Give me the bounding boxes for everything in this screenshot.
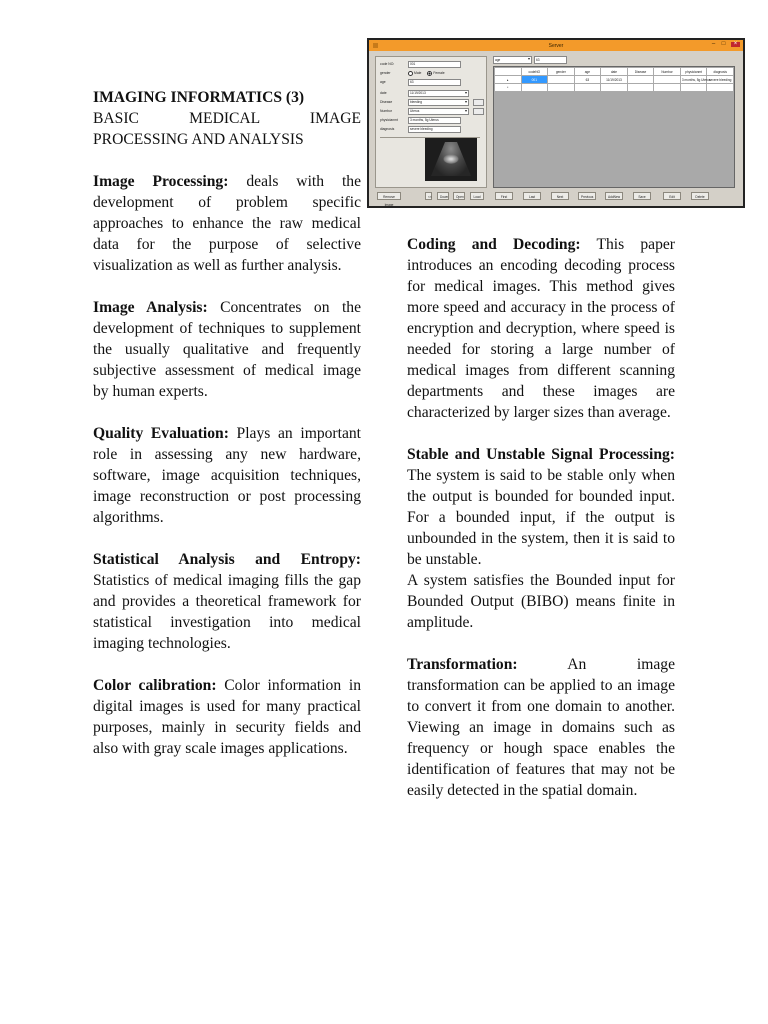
gender-label: gender — [380, 71, 391, 75]
section-heading: Transformation: — [407, 656, 518, 673]
empty-cell[interactable] — [521, 84, 548, 92]
disease-add-button[interactable] — [473, 99, 484, 106]
button-first[interactable]: First — [495, 192, 513, 200]
section-body: Plays an important role in assessing any new hardware, software, image acquisition techniques, image reconstruction or post processing algorithms. — [93, 425, 361, 526]
section-heading: Stable and Unstable Signal Processing: — [407, 446, 675, 463]
cell-diagnosis[interactable]: severe bleeding — [707, 76, 734, 84]
cell-numbor[interactable] — [654, 76, 681, 84]
action-button-bar — [373, 189, 743, 207]
ultrasound-image — [425, 138, 477, 181]
section-body: deals with the development of problem specific approaches to enhance the raw medical data for the purpose of selective visualization as well as further analysis. — [93, 173, 361, 274]
button-delete[interactable]: Delete — [691, 192, 709, 200]
empty-cell[interactable] — [548, 84, 575, 92]
table-row[interactable] — [495, 76, 734, 84]
paragraph-quality-evaluation — [93, 423, 361, 528]
paragraph-statistical-analysis-and-entropy — [93, 549, 361, 654]
close-icon[interactable]: × — [731, 42, 740, 47]
physicianmt-input[interactable]: 3 months, 5g Uterus — [408, 117, 461, 124]
form-row-physicianmt — [380, 117, 461, 123]
age-input[interactable]: 63 — [408, 79, 461, 86]
cell-date[interactable]: 11/19/2013 — [601, 76, 628, 84]
gender-female-label: Female — [433, 71, 445, 75]
cell-codeno[interactable]: 001 — [521, 76, 548, 84]
grid-corner — [495, 68, 522, 76]
app-titlebar — [369, 40, 743, 51]
numbor-label: Numbor — [380, 109, 393, 113]
grid-body — [495, 76, 734, 92]
disease-select[interactable]: bleeding ▾ — [408, 99, 469, 106]
grid-header-row — [495, 68, 734, 76]
empty-cell[interactable] — [574, 84, 601, 92]
diagnosis-label: diagnosis — [380, 127, 395, 131]
maximize-icon[interactable]: □ — [721, 41, 726, 47]
section-body: An image transformation can be applied to an image to convert it from one domain to another. Viewing an image in domains such as frequency or hough space enables the identification of features that may not be easily detected in the spatial domain. — [407, 656, 675, 799]
left-sections — [93, 171, 361, 759]
section-body: The system is said to be stable only when the output is bounded for bounded input. For a bounded input, if the output is unbounded in the system, then it is said to be unstable. — [407, 467, 675, 568]
section-heading: Coding and Decoding: — [407, 236, 581, 253]
section-heading: Quality Evaluation: — [93, 425, 229, 442]
empty-cell[interactable] — [707, 84, 734, 92]
button-back[interactable]: << — [425, 192, 432, 200]
empty-cell[interactable] — [654, 84, 681, 92]
cell-age[interactable]: 63 — [574, 76, 601, 84]
page-subtitle: BASIC MEDICAL IMAGE PROCESSING AND ANALYSIS — [93, 110, 361, 148]
button-load[interactable]: Load — [470, 192, 484, 200]
paragraph-coding-and-decoding — [407, 234, 675, 423]
section-heading: Color calibration: — [93, 677, 217, 694]
table-new-row[interactable] — [495, 84, 734, 92]
records-table — [494, 67, 734, 92]
button-previous[interactable]: Previous — [578, 192, 596, 200]
cell-gender[interactable] — [548, 76, 575, 84]
section-heading: Statistical Analysis and Entropy: — [93, 551, 361, 568]
physicianmt-label: physicianmt — [380, 118, 398, 122]
right-column — [407, 234, 675, 822]
app-window-title: Server — [548, 42, 564, 49]
search-input[interactable]: 63 — [534, 56, 567, 64]
button-down[interactable]: Down — [437, 192, 449, 200]
right-sections — [407, 234, 675, 801]
app-icon — [373, 43, 378, 48]
page-title: IMAGING INFORMATICS (3) — [93, 89, 305, 106]
button-last[interactable]: Last — [523, 192, 541, 200]
button-next[interactable]: Next — [551, 192, 569, 200]
numbor-add-button[interactable] — [473, 108, 484, 115]
button-open[interactable]: Open — [453, 192, 465, 200]
empty-cell[interactable] — [601, 84, 628, 92]
section-heading: Image Processing: — [93, 173, 229, 190]
cell-disease[interactable] — [627, 76, 654, 84]
numbor-select[interactable]: Uterus ▾ — [408, 108, 469, 115]
gender-male-radio[interactable] — [408, 71, 421, 76]
paragraph-image-processing — [93, 171, 361, 276]
button-save[interactable]: Save — [633, 192, 651, 200]
form-row-disease — [380, 99, 484, 105]
code-label: code NO: — [380, 62, 395, 66]
records-grid[interactable] — [493, 66, 735, 188]
form-row-diagnosis — [380, 126, 461, 132]
column-header-disease[interactable]: Disease — [627, 68, 654, 76]
section-body: This paper introduces an encoding decoding process for medical images. This method gives more speed and accuracy in the process of encryption and decryption, where speed is needed for storing a large number of medical images from different scanning departments and these images are characterized by larger sizes than average. — [407, 236, 676, 421]
section-body: Statistics of medical imaging fills the gap and provides a theoretical framework for statistical investigation into medical imaging technologies. — [93, 572, 361, 652]
form-row-gender — [380, 70, 449, 76]
paragraph-image-analysis — [93, 297, 361, 402]
search-bar — [493, 56, 567, 64]
section-body: Concentrates on the development of techniques to supplement the usually qualitative and frequently subjective assessment of medical image by human experts. — [93, 299, 361, 400]
form-row-numbor — [380, 108, 484, 114]
form-row-code — [380, 61, 461, 67]
date-label: date — [380, 91, 387, 95]
left-column — [93, 87, 361, 780]
column-header-codeno[interactable]: codeNO — [521, 68, 548, 76]
section-heading: Image Analysis: — [93, 299, 208, 316]
gender-male-label: Male — [414, 71, 422, 75]
section-body: A system satisfies the Bounded input for Bounded Output (BIBO) means finite in amplitude. — [407, 572, 675, 631]
form-row-date — [380, 90, 469, 96]
new-row-icon: * — [495, 84, 522, 92]
code-input[interactable]: 001 — [408, 61, 461, 68]
column-header-diagnosis[interactable]: diagnosis — [707, 68, 734, 76]
paragraph-stable-and-unstable-signal-processing — [407, 444, 675, 570]
row-selector-icon[interactable]: ▸ — [495, 76, 522, 84]
search-field-select[interactable]: age ▾ — [493, 56, 532, 64]
button-edit[interactable]: Edit — [663, 192, 681, 200]
column-header-numbor[interactable]: Numbor — [654, 68, 681, 76]
date-picker[interactable]: 11/19/2013 ▾ — [408, 90, 469, 97]
empty-cell[interactable] — [627, 84, 654, 92]
column-header-date[interactable]: date — [601, 68, 628, 76]
diagnosis-input[interactable]: severe bleeding — [408, 126, 461, 133]
empty-cell[interactable] — [680, 84, 707, 92]
column-header-physicianmt[interactable]: physicianmt — [680, 68, 707, 76]
disease-label: Disease — [380, 100, 393, 104]
section-body: Color information in digital images is used for many practical purposes, mainly in security fields and also with gray scale images applications. — [93, 677, 362, 757]
paragraph-color-calibration — [93, 675, 361, 759]
paragraph-transformation — [407, 654, 675, 801]
paragraph-right_column-2 — [407, 570, 675, 633]
button-remove-image[interactable]: Remove Image — [377, 192, 401, 200]
gender-female-radio[interactable] — [427, 71, 444, 76]
button-addnew[interactable]: AddNew — [605, 192, 623, 200]
minimize-icon[interactable]: – — [711, 41, 716, 47]
form-row-age — [380, 79, 461, 85]
column-header-gender[interactable]: gender — [548, 68, 575, 76]
embedded-app-screenshot — [367, 38, 745, 208]
column-header-age[interactable]: age — [574, 68, 601, 76]
cell-physicianmt[interactable]: 3 months, 5g Uterus — [681, 77, 711, 82]
age-label: age — [380, 80, 386, 84]
